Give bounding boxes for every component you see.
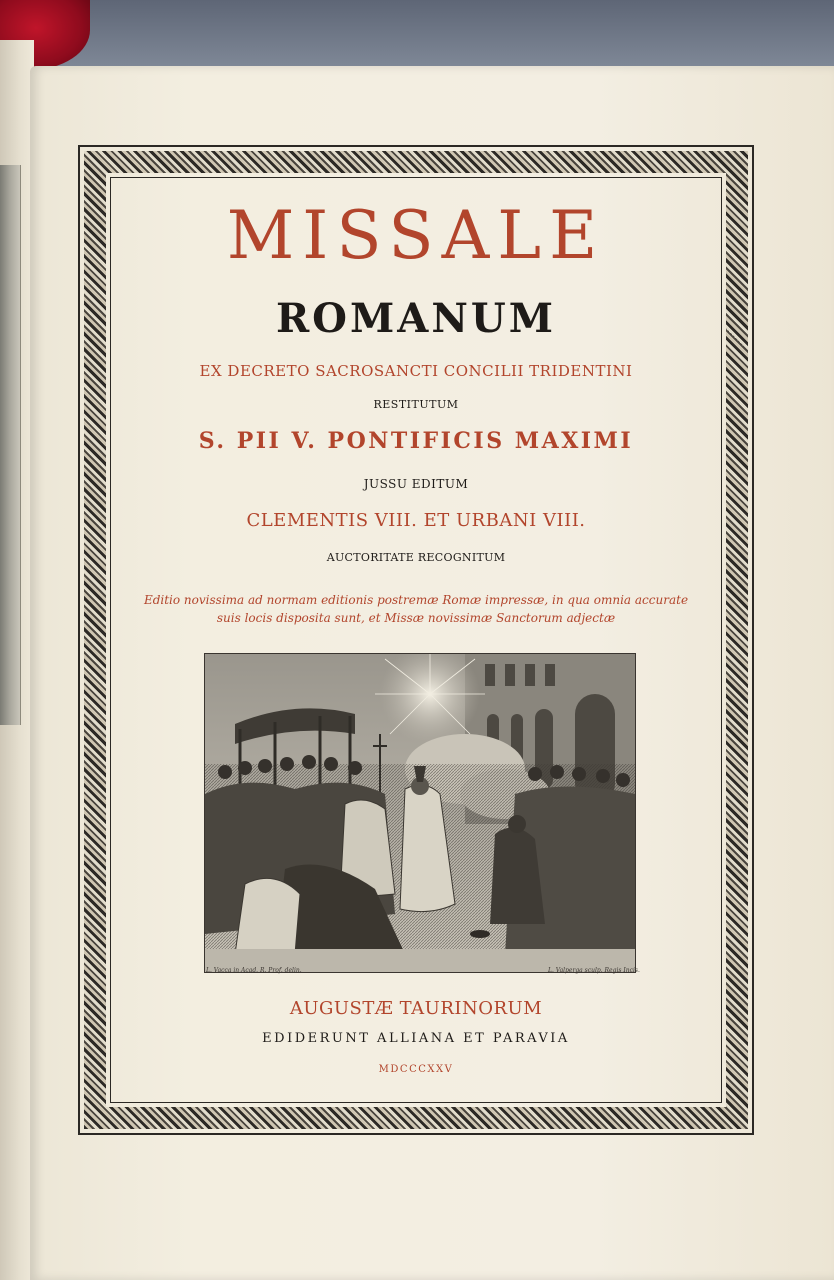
jussu-line: JUSSU EDITUM — [363, 477, 469, 491]
engraving-credit-right: L. Valperga sculp. Regis Incis. — [548, 967, 640, 974]
left-page-engraving — [0, 165, 21, 725]
imprint-year: MDCCCXXV — [378, 1064, 454, 1075]
decree-line: EX DECRETO SACROSANCTI CONCILII TRIDENTINI — [199, 362, 633, 380]
imprint-publisher: EDIDERUNT ALLIANA ET PARAVIA — [262, 1031, 570, 1046]
clementis-line: CLEMENTIS VIII. ET URBANI VIII. — [246, 510, 586, 531]
pope-line: S. PII V. PONTIFICIS MAXIMI — [198, 428, 634, 454]
auctoritate-line: AUCTORITATE RECOGNITUM — [326, 551, 506, 564]
main-title: MISSALE — [226, 197, 606, 274]
imprint-city: AUGUSTÆ TAURINORUM — [289, 998, 543, 1019]
restitutum-line: RESTITUTUM — [373, 398, 459, 411]
engraving-illustration — [204, 653, 636, 973]
engraving-credit-left: L. Vacca in Acad. R. Prof. delin. — [206, 967, 302, 974]
edition-note-line-1: Editio novissima ad normam editionis postremæ Romæ impressæ, in qua omnia accurate — [143, 593, 689, 607]
edition-note-line-2: suis locis disposita sunt, et Missæ novissimæ Sanctorum adjectæ — [216, 611, 616, 625]
subtitle: ROMANUM — [275, 295, 557, 342]
